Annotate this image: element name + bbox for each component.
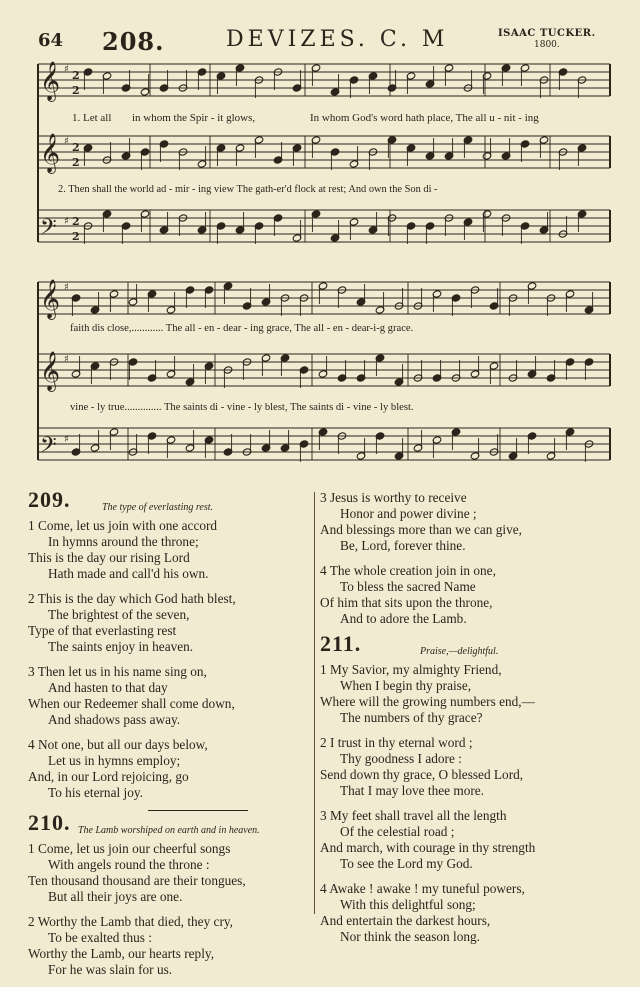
verse-line: To see the Lord my God. bbox=[340, 856, 473, 871]
time-signature: 2 bbox=[72, 215, 80, 228]
verse-line: To bless the sacred Name bbox=[340, 579, 476, 594]
verse-line: And entertain the darkest hours, bbox=[320, 913, 491, 928]
tune-number: 208. bbox=[102, 27, 165, 56]
verse-line: Of him that sits upon the throne, bbox=[320, 595, 493, 610]
time-signature: 2 bbox=[72, 230, 80, 243]
verse-line: 1 Come, let us join our cheerful songs bbox=[28, 841, 231, 856]
clef-icon: 𝄢 bbox=[40, 215, 57, 245]
verse bbox=[28, 737, 308, 801]
column-divider bbox=[314, 492, 315, 914]
verse bbox=[28, 914, 308, 978]
verse-line: 3 My feet shall travel all the length bbox=[320, 808, 507, 823]
verse bbox=[320, 563, 620, 627]
tune-title: DEVIZES. C. M bbox=[226, 27, 449, 52]
verse bbox=[320, 490, 620, 554]
verse-line: Worthy the Lamb, our hearts reply, bbox=[28, 946, 215, 961]
verse-line: Of the celestial road ; bbox=[340, 824, 455, 839]
verse-line: When our Redeemer shall come down, bbox=[28, 696, 235, 711]
sharp-icon: ♯ bbox=[64, 434, 69, 445]
verse-line: 1 My Savior, my almighty Friend, bbox=[320, 662, 502, 677]
page-number: 64 bbox=[38, 30, 64, 51]
lyric-line-1a: 1. Let all bbox=[72, 112, 112, 124]
verse-line: In hymns around the throne; bbox=[48, 534, 199, 549]
verse-line: And to adore the Lamb. bbox=[340, 611, 467, 626]
verse-line: And blessings more than we can give, bbox=[320, 522, 522, 537]
hymn-number: 209. bbox=[28, 487, 71, 512]
verse-line: To his eternal joy. bbox=[48, 785, 143, 800]
verse bbox=[320, 662, 620, 726]
time-signature: 2 bbox=[72, 69, 80, 82]
lyric-line-2: 2. Then shall the world ad - mir - ing view The gath-er'd flock at rest; And own the Son di - bbox=[58, 184, 438, 195]
verse-line: And march, with courage in thy strength bbox=[320, 840, 536, 855]
verse bbox=[28, 664, 308, 728]
verse-line: Be, Lord, forever thine. bbox=[340, 538, 466, 553]
verse-line: With this delightful song; bbox=[340, 897, 476, 912]
verse-line: 2 This is the day which God hath blest, bbox=[28, 591, 236, 606]
lyric-line-4: vine - ly true.............. The saints di - vine - ly blest, The saints di - vine - ly blest. bbox=[70, 402, 414, 413]
verse-line: For he was slain for us. bbox=[48, 962, 173, 977]
hymn-211-heading bbox=[320, 631, 620, 662]
verse-line: The brightest of the seven, bbox=[48, 607, 190, 622]
verse-line: 3 Jesus is worthy to receive bbox=[320, 490, 467, 505]
sharp-icon: ♯ bbox=[64, 216, 69, 227]
sharp-icon: ♯ bbox=[64, 64, 69, 75]
sharp-icon: ♯ bbox=[64, 136, 69, 147]
verse-line: 2 Worthy the Lamb that died, they cry, bbox=[28, 914, 233, 929]
verse-line: Send down thy grace, O blessed Lord, bbox=[320, 767, 524, 782]
verse-line: With angels round the throne : bbox=[48, 857, 210, 872]
verse-line: 4 Awake ! awake ! my tuneful powers, bbox=[320, 881, 525, 896]
verse-line: Type of that everlasting rest bbox=[28, 623, 177, 638]
verse-line: 3 Then let us in his name sing on, bbox=[28, 664, 207, 679]
verse-line: This is the day our rising Lord bbox=[28, 550, 190, 565]
verse-line: 1 Come, let us join with one accord bbox=[28, 518, 218, 533]
composition-year: 1800. bbox=[534, 40, 560, 50]
verse-line: Honor and power divine ; bbox=[340, 506, 477, 521]
hymn-subtitle: The type of everlasting rest. bbox=[102, 502, 213, 513]
verse bbox=[28, 518, 308, 582]
verse-line: When I begin thy praise, bbox=[340, 678, 472, 693]
verse-line: Where will the growing numbers end,— bbox=[320, 694, 535, 709]
verse bbox=[320, 808, 620, 872]
verse-line: Thy goodness I adore : bbox=[340, 751, 462, 766]
hymn-210-heading bbox=[28, 810, 308, 841]
verse bbox=[28, 591, 308, 655]
lyric-line-1c: In whom God's word hath place, The all u - nit - ing bbox=[310, 112, 539, 124]
hymn-number: 211. bbox=[320, 631, 362, 656]
verse-line: 4 The whole creation join in one, bbox=[320, 563, 496, 578]
verse-line: Hath made and call'd his own. bbox=[48, 566, 209, 581]
verse-line: 4 Not one, but all our days below, bbox=[28, 737, 208, 752]
verse-line: That I may love thee more. bbox=[340, 783, 484, 798]
composer-name: ISAAC TUCKER. bbox=[498, 28, 596, 39]
verse-line: The numbers of thy grace? bbox=[340, 710, 483, 725]
sharp-icon: ♯ bbox=[64, 354, 69, 365]
verse-line: To be exalted thus : bbox=[48, 930, 152, 945]
verse-line: Ten thousand thousand are their tongues, bbox=[28, 873, 246, 888]
verse-line: And hasten to that day bbox=[48, 680, 168, 695]
time-signature: 2 bbox=[72, 156, 80, 169]
hymn-subtitle: The Lamb worshiped on earth and in heaven. bbox=[78, 825, 260, 836]
verse-line: And, in our Lord rejoicing, go bbox=[28, 769, 189, 784]
hymn-subtitle: Praise,—delightful. bbox=[420, 646, 499, 657]
clef-icon: 𝄞 bbox=[40, 61, 61, 101]
clef-icon: 𝄞 bbox=[40, 133, 61, 173]
hymn-separator bbox=[148, 810, 248, 811]
sharp-icon: ♯ bbox=[64, 282, 69, 293]
verse bbox=[320, 735, 620, 799]
clef-icon: 𝄢 bbox=[40, 433, 57, 463]
verse-line: 2 I trust in thy eternal word ; bbox=[320, 735, 473, 750]
lyric-line-1b: in whom the Spir - it glows, bbox=[132, 112, 256, 124]
verse-line: The saints enjoy in heaven. bbox=[48, 639, 194, 654]
verse-line: Nor think the season long. bbox=[340, 929, 480, 944]
hymn-number: 210. bbox=[28, 810, 71, 835]
clef-icon: 𝄞 bbox=[40, 351, 61, 391]
left-column bbox=[28, 487, 308, 987]
verse bbox=[28, 841, 308, 905]
time-signature: 2 bbox=[72, 84, 80, 97]
time-signature: 2 bbox=[72, 141, 80, 154]
hymn-209-heading bbox=[28, 487, 308, 518]
verse bbox=[320, 881, 620, 945]
verse-line: And shadows pass away. bbox=[48, 712, 181, 727]
lyric-line-3: faith dis close,............ The all - en - dear - ing grace, The all - en - dear-i-g grace. bbox=[70, 323, 414, 334]
clef-icon: 𝄞 bbox=[40, 279, 61, 319]
right-column bbox=[320, 490, 620, 954]
verse-line: Let us in hymns employ; bbox=[48, 753, 181, 768]
verse-line: But all their joys are one. bbox=[48, 889, 183, 904]
